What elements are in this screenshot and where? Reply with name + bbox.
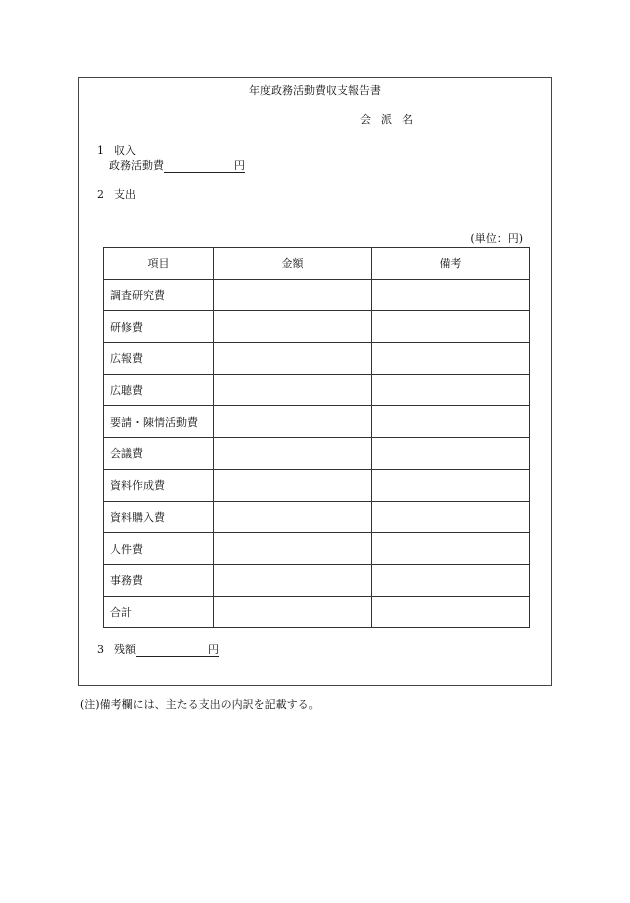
table-row — [104, 469, 530, 501]
row-item-label: 資料作成費 — [104, 469, 214, 501]
row-item-label: 要請・陳情活動費 — [104, 406, 214, 438]
row-amount-cell[interactable] — [214, 374, 372, 406]
section-label: 支出 — [114, 188, 136, 201]
row-item-label: 研修費 — [104, 311, 214, 343]
footnote: (注)備考欄には、主たる支出の内訳を記載する。 — [80, 698, 320, 711]
balance-amount-field[interactable] — [136, 644, 219, 657]
row-remarks-cell[interactable] — [372, 279, 530, 311]
row-remarks-cell[interactable] — [372, 564, 530, 596]
row-item-label: 人件費 — [104, 533, 214, 565]
section-label: 残額 — [114, 643, 136, 656]
row-amount-cell[interactable] — [214, 343, 372, 375]
section-balance-heading — [97, 644, 219, 657]
section-label: 収入 — [114, 144, 136, 157]
table-row-total — [104, 596, 530, 628]
row-amount-cell[interactable] — [214, 501, 372, 533]
table-row — [104, 279, 530, 311]
column-header-amount: 金額 — [214, 248, 372, 280]
row-item-label: 資料購入費 — [104, 501, 214, 533]
row-item-label: 会議費 — [104, 438, 214, 470]
table-row — [104, 501, 530, 533]
kaiha-name-label: 会派名 — [360, 113, 423, 126]
column-header-remarks: 備考 — [372, 248, 530, 280]
report-title: 年度政務活動費収支報告書 — [249, 84, 381, 97]
row-remarks-cell[interactable] — [372, 469, 530, 501]
row-remarks-cell[interactable] — [372, 533, 530, 565]
row-remarks-cell[interactable] — [372, 374, 530, 406]
row-item-label: 調査研究費 — [104, 279, 214, 311]
section-number: 1 — [97, 144, 104, 157]
row-item-label: 事務費 — [104, 564, 214, 596]
column-header-item: 項目 — [104, 248, 214, 280]
balance-unit: 円 — [208, 643, 219, 656]
report-frame — [78, 77, 552, 686]
row-item-label: 広聴費 — [104, 374, 214, 406]
table-row — [104, 343, 530, 375]
row-remarks-cell[interactable] — [372, 343, 530, 375]
table-row — [104, 311, 530, 343]
row-amount-cell[interactable] — [214, 406, 372, 438]
row-amount-cell[interactable] — [214, 564, 372, 596]
row-amount-cell[interactable] — [214, 469, 372, 501]
table-header-row — [104, 248, 530, 280]
row-amount-cell[interactable] — [214, 311, 372, 343]
row-amount-cell[interactable] — [214, 533, 372, 565]
row-remarks-cell[interactable] — [372, 596, 530, 628]
row-item-label: 広報費 — [104, 343, 214, 375]
table-row — [104, 564, 530, 596]
row-remarks-cell[interactable] — [372, 501, 530, 533]
row-remarks-cell[interactable] — [372, 311, 530, 343]
table-row — [104, 438, 530, 470]
table-row — [104, 406, 530, 438]
income-item-label: 政務活動費 — [109, 159, 164, 172]
expense-table — [103, 247, 530, 628]
section-number: 2 — [97, 188, 104, 201]
unit-note: (単位：円) — [470, 232, 523, 245]
row-amount-cell[interactable] — [214, 596, 372, 628]
table-row — [104, 533, 530, 565]
row-remarks-cell[interactable] — [372, 406, 530, 438]
income-unit: 円 — [234, 159, 245, 172]
row-amount-cell[interactable] — [214, 438, 372, 470]
section-number: 3 — [97, 643, 104, 656]
table-row — [104, 374, 530, 406]
row-amount-cell[interactable] — [214, 279, 372, 311]
section-income-heading — [97, 145, 136, 156]
row-remarks-cell[interactable] — [372, 438, 530, 470]
section-expense-heading — [97, 189, 136, 200]
income-line — [109, 160, 245, 173]
income-amount-field[interactable] — [164, 160, 245, 173]
row-item-label: 合計 — [104, 596, 214, 628]
